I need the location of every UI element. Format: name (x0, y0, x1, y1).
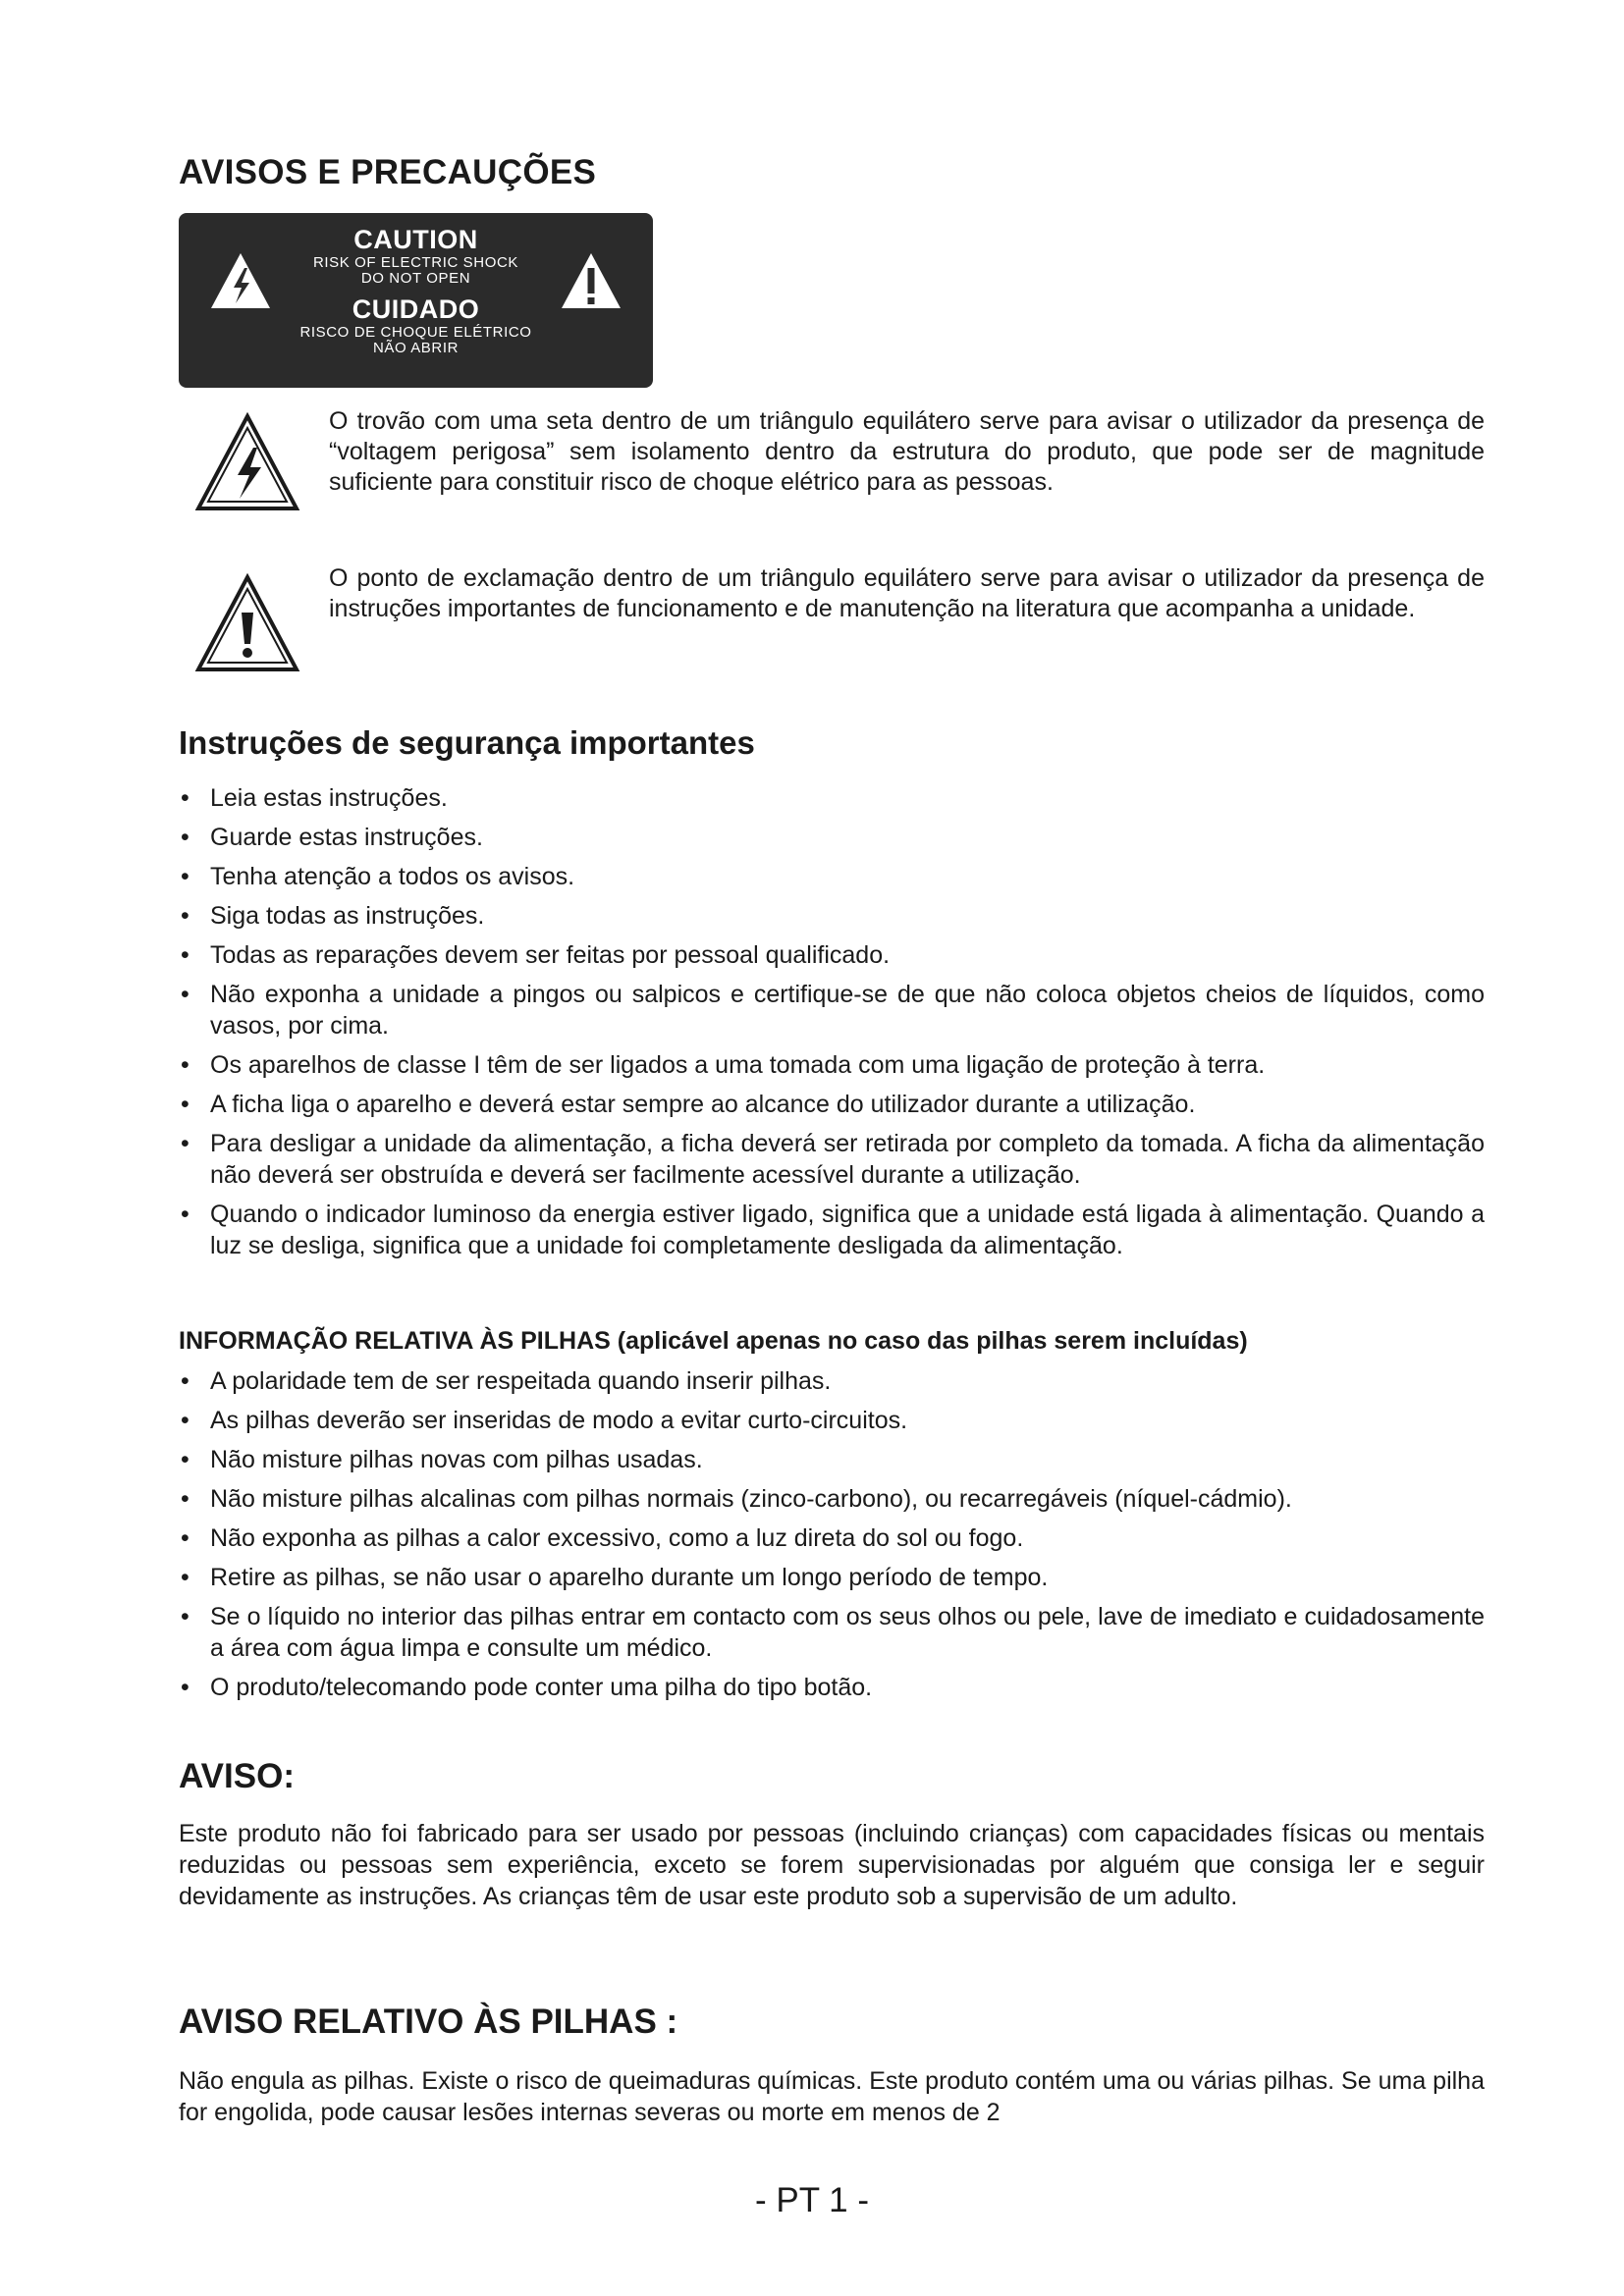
symbol-text: O trovão com uma seta dentro de um triângulo equilátero serve para avisar o utilizador da presença de “voltagem perigosa” sem isolamento dentro da estrutura do produto, que pode ser de magnitude suficiente para constituir risco de choque elétrico para as pessoas. (329, 407, 1485, 496)
caution-line1-pt: RISCO DE CHOQUE ELÉTRICO (299, 324, 532, 341)
list-item: • A ficha liga o aparelho e deverá estar sempre ao alcance do utilizador durante a utilização. (179, 1089, 1485, 1120)
caution-title-en: CAUTION (353, 225, 478, 254)
list-item: • Retire as pilhas, se não usar o aparelho durante um longo período de tempo. (179, 1562, 1485, 1593)
battery-warning-heading: AVISO RELATIVO ÀS PILHAS : (179, 2002, 678, 2041)
list-item: • Não misture pilhas alcalinas com pilhas normais (zinco-carbono), ou recarregáveis (níquel-cádmio). (179, 1483, 1485, 1515)
list-item: • Guarde estas instruções. (179, 822, 1485, 853)
list-item: • As pilhas deverão ser inseridas de modo a evitar curto-circuitos. (179, 1405, 1485, 1436)
page-title: AVISOS E PRECAUÇÕES (179, 153, 597, 191)
lightning-triangle-icon (208, 250, 273, 311)
caution-line1-en: RISK OF ELECTRIC SHOCK (312, 254, 519, 271)
caution-line2-pt: NÃO ABRIR (372, 340, 460, 356)
list-item: • Os aparelhos de classe I têm de ser ligados a uma tomada com uma ligação de proteção à terra. (179, 1049, 1485, 1081)
list-item: • Siga todas as instruções. (179, 900, 1485, 932)
list-item: • Não misture pilhas novas com pilhas usadas. (179, 1444, 1485, 1475)
list-item: • Se o líquido no interior das pilhas entrar em contacto com os seus olhos ou pele, lave de imediato e cuidadosamente a área com água limpa e consulte um médico. (179, 1601, 1485, 1664)
lightning-triangle-icon (194, 412, 300, 512)
list-item: • Leia estas instruções. (179, 782, 1485, 814)
list-item: • O produto/telecomando pode conter uma pilha do tipo botão. (179, 1672, 1485, 1703)
list-item: • Não exponha a unidade a pingos ou salpicos e certifique-se de que não coloca objetos cheios de líquidos, como vasos, por cima. (179, 979, 1485, 1041)
list-item: • Não exponha as pilhas a calor excessivo, como a luz direta do sol ou fogo. (179, 1522, 1485, 1554)
caution-line2-en: DO NOT OPEN (360, 270, 471, 287)
warning-text: Este produto não foi fabricado para ser usado por pessoas (incluindo crianças) com capacidades físicas ou mentais reduzidas ou pessoas sem experiência, exceto se forem supervisionadas por alguém que consiga ler e seguir devidamente as instruções. As crianças têm de usar este produto sob a supervisão de um adulto. (179, 1820, 1485, 1910)
symbol-explanation-exclamation (179, 563, 1485, 624)
list-item: • Todas as reparações devem ser feitas por pessoal qualificado. (179, 939, 1485, 971)
battery-info-heading: INFORMAÇÃO RELATIVA ÀS PILHAS (aplicável apenas no caso das pilhas serem incluídas) (179, 1327, 1248, 1355)
exclamation-triangle-icon (559, 250, 623, 311)
list-item: • A polaridade tem de ser respeitada quando inserir pilhas. (179, 1365, 1485, 1397)
exclamation-triangle-icon (194, 573, 300, 673)
safety-heading: Instruções de segurança importantes (179, 724, 755, 761)
battery-list (179, 1365, 1485, 1711)
caution-title-pt: CUIDADO (352, 294, 480, 324)
page-number: - PT 1 - (754, 2181, 870, 2219)
warning-heading: AVISO: (179, 1757, 295, 1795)
symbol-text: O ponto de exclamação dentro de um triângulo equilátero serve para avisar o utilizador da presença de instruções importantes de funcionamento e de manutenção na literatura que acompanha a unidade. (329, 564, 1485, 622)
caution-label (179, 213, 653, 388)
list-item: • Tenha atenção a todos os avisos. (179, 861, 1485, 892)
list-item: • Para desligar a unidade da alimentação, a ficha deverá ser retirada por completo da tomada. A ficha da alimentação não deverá ser obstruída e deverá ser facilmente acessível durante a utilização. (179, 1128, 1485, 1191)
safety-list (179, 782, 1485, 1269)
list-item: • Quando o indicador luminoso da energia estiver ligado, significa que a unidade está ligada à alimentação. Quando a luz se desliga, significa que a unidade foi completamente desligada da alimentação. (179, 1199, 1485, 1261)
symbol-explanation-lightning (179, 406, 1485, 498)
battery-warning-text: Não engula as pilhas. Existe o risco de queimaduras químicas. Este produto contém uma ou várias pilhas. Se uma pilha for engolida, pode causar lesões internas severas ou morte em menos de 2 (179, 2067, 1485, 2126)
